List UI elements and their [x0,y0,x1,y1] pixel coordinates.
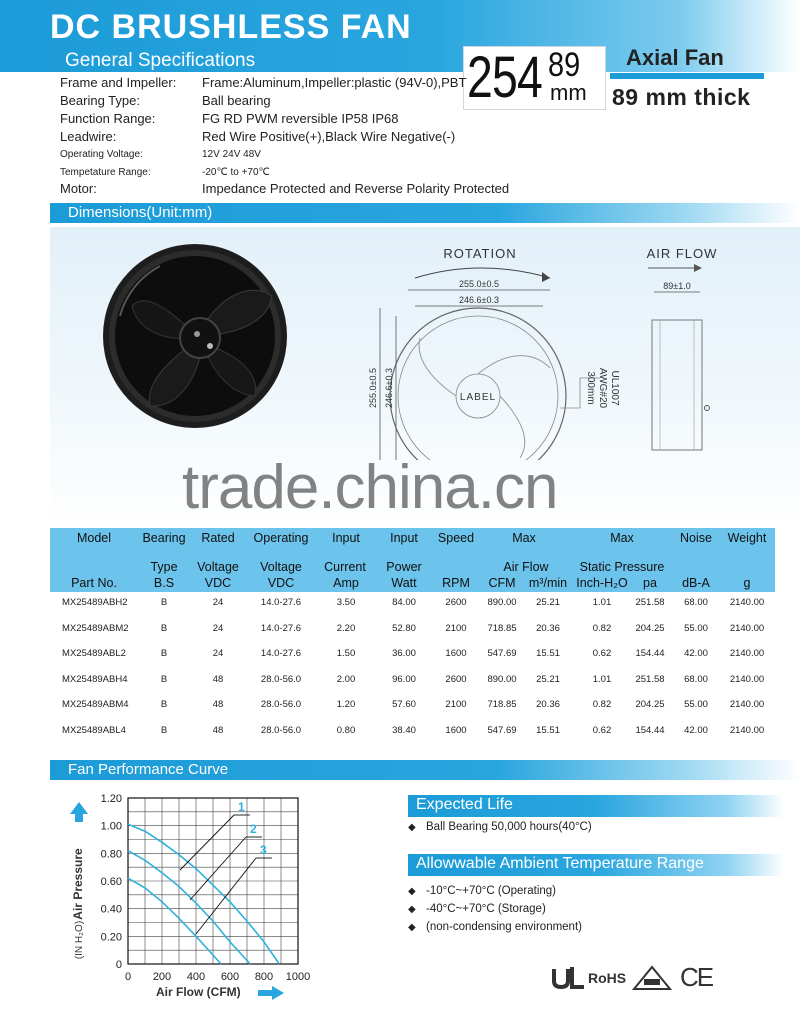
table-cell: 38.40 [392,724,416,736]
y-axis-unit: (IN H₂O) [74,920,85,960]
x-axis-label: Air Flow (CFM) [156,985,241,999]
spec-key: Function Range: [60,111,156,126]
th-m3min: m³/min [528,576,568,590]
table-cell: 0.80 [336,724,356,736]
th-dba: dB-A [682,576,710,590]
th-cfm: CFM [488,576,516,590]
table-cell: 1.01 [592,673,612,685]
series-line-2 [128,851,250,964]
table-cell: 890.00 [487,597,517,608]
table-cell: 718.85 [487,699,517,710]
y-tick-labels [101,793,122,971]
section-dimensions [50,203,800,223]
table-cell: B [160,648,168,659]
spec-key: Operating Voltage: [60,149,143,160]
y-tick-label: 0.20 [100,931,122,944]
table-cell: 718.85 [487,622,517,634]
section-general-specifications: General Specifications [65,50,256,71]
table-cell: 2100 [445,699,467,710]
table-cell: 204.25 [635,699,665,710]
table-cell-part-no: MX25489ABL4 [62,724,126,736]
th-amp: Amp [333,576,359,590]
table-cell: 204.25 [635,622,665,634]
table-cell: 1.20 [336,699,356,710]
table-cell-part-no: MX25489ABH4 [62,673,128,685]
table-cell: 1.01 [592,597,612,608]
table-cell: 24 [212,648,224,659]
table-cell: 14.0-27.6 [260,597,302,608]
table-cell: 0.82 [592,699,612,710]
table-cell-part-no: MX25489ABM4 [62,699,129,710]
th-operating: Operating [253,531,309,545]
x-tick-label: 0 [124,971,132,983]
table-cell: 20.36 [536,699,560,710]
table-cell: 68.00 [684,597,708,608]
spec-value: FG RD PWM reversible IP58 IP68 [202,111,399,126]
series-label: 2 [250,822,257,836]
y-tick-label: 0.60 [100,876,122,888]
th-bs: B.S [153,576,175,590]
chart-grid [128,798,298,964]
x-arrow-icon [258,986,284,1000]
th-static-pressure: Static Pressure [579,560,665,574]
spec-value: Ball bearing [202,93,271,108]
table-cell: 52.80 [392,622,416,634]
fan-thickness: 89 mm thick [612,84,751,110]
fan-photo [100,236,300,436]
rotation-label: ROTATION [443,246,517,261]
th-model: Model [76,531,112,545]
th-weight: Weight [727,531,767,545]
th-rated: Rated [201,531,235,545]
table-cell: 28.0-56.0 [260,724,302,736]
table-cell: 14.0-27.6 [260,648,302,659]
chart-series [128,800,279,964]
table-cell: B [160,622,168,634]
y-arrow-icon [70,802,88,822]
table-cell: 2140.00 [729,699,765,710]
table-cell: 48 [212,724,224,736]
table-cell: B [160,673,168,685]
label-text: LABEL [459,392,497,403]
dimension-thickness: 89±1.0 [663,281,691,291]
spec-key: Motor: [60,181,97,196]
th-speed: Speed [437,531,475,545]
ul-mark-icon [550,965,590,991]
table-cell: 55.00 [684,699,708,710]
table-cell: 3.50 [336,597,356,608]
y-axis-label: Air Pressure [71,848,85,920]
th-power: Power [386,560,422,574]
table-cell: 2100 [445,622,467,634]
table-cell: B [160,597,168,608]
series-line-3 [128,878,221,964]
table-cell: 251.58 [635,673,665,685]
spec-key: Tempetature Range: [60,167,151,178]
table-cell: 251.58 [635,597,665,608]
table-cell: 2140.00 [729,648,765,659]
x-tick-label: 600 [220,971,240,983]
table-cell: 28.0-56.0 [260,699,302,710]
th-rpm: RPM [442,576,470,590]
table-cell: 547.69 [487,724,517,736]
spec-value: Red Wire Positive(+),Black Wire Negative(-) [202,129,456,144]
spec-value: 12V 24V 48V [202,149,261,160]
table-cell: 55.00 [684,622,708,634]
temp-item: ◆ -40°C~+70°C (Storage) [408,903,546,915]
y-tick-label: 1.20 [100,793,122,805]
x-tick-label: 400 [186,971,206,983]
air-flow-label: AIR FLOW [646,246,718,261]
table-cell-part-no: MX25489ABM2 [62,622,129,634]
table-cell: 2140.00 [729,724,765,736]
section-title: Dimensions(Unit:mm) [68,204,213,221]
section-temperature-range [408,854,784,876]
th-vdc: VDC [204,576,232,590]
table-cell: 2600 [445,597,467,608]
table-cell: 2.20 [336,622,356,634]
th-current: Current [324,560,366,574]
y-tick-label: 0.80 [100,848,122,861]
th-max-pressure: Max [610,531,634,545]
performance-curve-chart [60,788,330,1003]
table-cell: 42.00 [684,648,708,659]
front-view-drawing [360,238,620,460]
section-title: Fan Performance Curve [68,761,229,778]
section-title: Expected Life [416,796,513,813]
table-cell: 42.00 [684,724,708,736]
th-bearing: Bearing [142,531,186,545]
table-cell: 1600 [445,724,467,736]
table-cell: 15.51 [536,724,560,736]
spec-key: Leadwire: [60,129,117,144]
th-vdc-op: VDC [267,576,295,590]
th-g: g [743,576,751,590]
th-input-power: Input [390,531,418,545]
wire-spec-1: UL1007 [609,370,620,406]
table-cell: 2.00 [336,673,356,685]
table-cell: 14.0-27.6 [260,622,302,634]
tuv-mark-icon [632,965,672,991]
table-cell: 890.00 [487,673,517,685]
table-cell: 36.00 [392,648,416,659]
rohs-mark: RoHS [588,970,627,986]
table-cell: 20.36 [536,622,560,634]
side-view-drawing [640,240,740,455]
table-cell-part-no: MX25489ABH2 [62,597,128,608]
th-type: Type [150,560,178,574]
size-main: 254 [467,45,543,110]
y-tick-label: 0 [115,959,122,971]
table-cell: 15.51 [536,648,560,659]
x-tick-labels [125,971,310,983]
size-unit: mm [550,80,587,105]
table-cell: 48 [212,673,224,685]
th-input-current: Input [332,531,360,545]
series-label: 1 [238,800,245,814]
table-cell: 2140.00 [729,622,765,634]
spec-value: -20℃ to +70℃ [202,167,270,178]
th-voltage-op: Voltage [260,560,302,574]
table-cell: 2600 [445,673,467,685]
series-label: 3 [260,843,267,857]
dimension-outer-height: 255.0±0.5 [368,368,378,408]
watermark: trade.china.cn [182,453,558,522]
size-thickness: 89 [548,46,581,84]
table-cell: 154.44 [635,648,665,659]
spec-key: Frame and Impeller: [60,75,177,90]
wire-spec-3: 300mm [585,371,596,405]
th-airflow: Air Flow [503,560,549,574]
table-cell: 48 [212,699,224,710]
table-cell: 24 [212,597,224,608]
section-expected-life [408,795,784,817]
temp-item: ◆ (non-condensing environment) [408,921,582,933]
table-cell: 24 [212,622,224,634]
spec-key: Bearing Type: [60,93,140,108]
th-inch-h2o: Inch-H₂O [576,576,628,590]
th-watt: Watt [391,576,417,590]
x-tick-label: 1000 [285,971,311,983]
section-performance-curve [50,760,800,780]
series-line-1 [128,824,279,964]
ce-mark: CE [680,962,713,992]
dimension-outer-width: 255.0±0.5 [459,279,499,289]
y-tick-label: 0.40 [100,903,122,916]
th-part-no: Part No. [71,576,117,590]
dimension-inner-height: 246.6±0.3 [384,368,394,408]
table-cell: B [160,724,168,736]
table-cell: 0.82 [592,622,612,634]
th-pa: pa [643,576,657,590]
x-tick-label: 200 [152,971,172,983]
divider [610,73,764,79]
table-cell: 2140.00 [729,597,765,608]
table-cell: B [160,699,168,710]
table-cell-part-no: MX25489ABL2 [62,648,126,659]
table-cell: 2140.00 [729,673,765,685]
th-voltage: Voltage [197,560,239,574]
table-cell: 25.21 [536,597,560,608]
th-max-airflow: Max [512,531,536,545]
x-tick-label: 800 [254,971,274,983]
series-leader-line [180,815,234,870]
table-cell: 1.50 [336,648,356,659]
table-cell: 547.69 [487,648,517,659]
table-cell: 0.62 [592,648,612,659]
table-cell: 57.60 [392,699,416,710]
life-item: ◆ Ball Bearing 50,000 hours(40°C) [408,821,592,833]
temp-item: ◆ -10°C~+70°C (Operating) [408,885,556,897]
wire-spec-2: AWG#20 [597,367,608,409]
table-cell: 0.62 [592,724,612,736]
th-noise: Noise [680,531,712,545]
page-title: DC BRUSHLESS FAN [50,8,412,46]
table-cell: 154.44 [635,724,665,736]
table-cell: 25.21 [536,673,560,685]
y-tick-label: 1.00 [100,820,122,833]
table-cell: 28.0-56.0 [260,673,302,685]
spec-value: Frame:Aluminum,Impeller:plastic (94V-0),PBT [202,75,467,90]
table-cell: 84.00 [392,597,416,608]
dimension-inner-width: 246.6±0.3 [459,295,499,305]
section-title: Allowwable Ambient Temperature Range [416,855,704,872]
table-cell: 68.00 [684,673,708,685]
table-cell: 1600 [445,648,467,659]
spec-value: Impedance Protected and Reverse Polarity Protected [202,181,510,196]
table-cell: 96.00 [392,673,416,685]
fan-type: Axial Fan [626,45,724,70]
